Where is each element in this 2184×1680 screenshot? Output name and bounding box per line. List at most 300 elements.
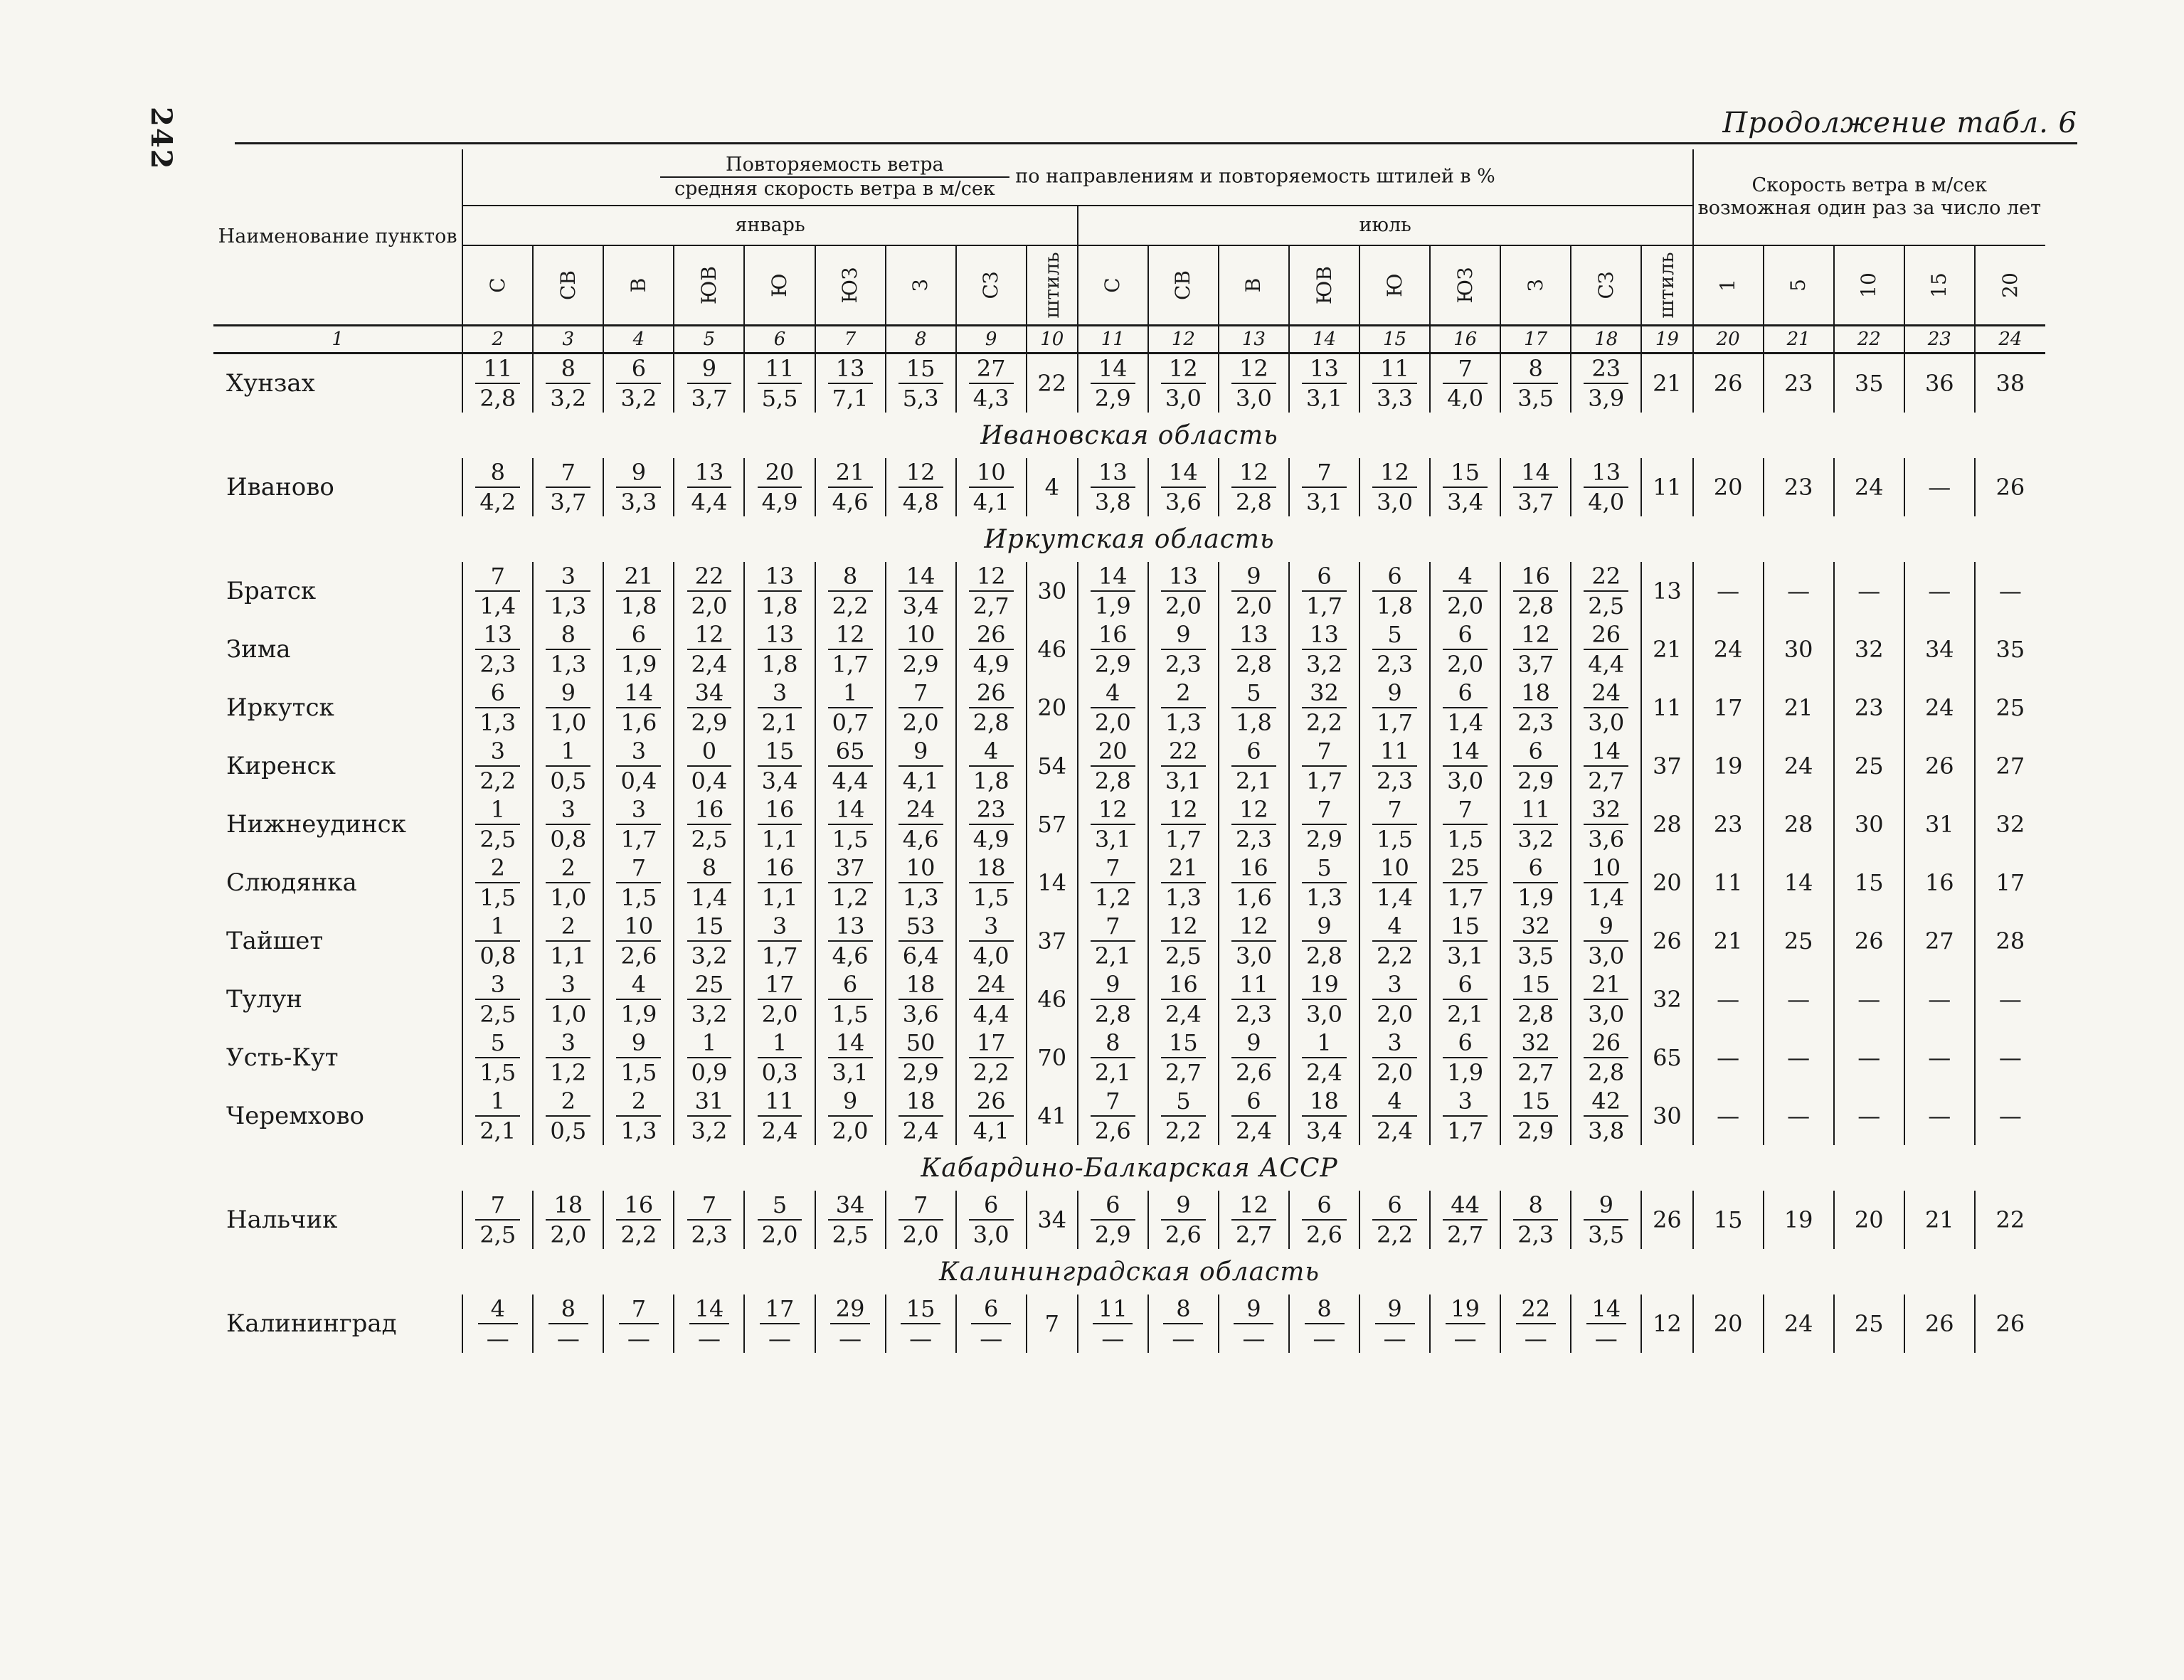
speed-value: 1,2: [1094, 884, 1131, 911]
speed-value: 4,9: [761, 489, 798, 516]
speed-value: —: [1101, 1325, 1125, 1352]
speed-value: 0,7: [832, 709, 869, 736]
freq-speed-fraction: [1372, 620, 1417, 679]
frequency-value: 6: [971, 1294, 1011, 1324]
freq-cell-jul: [1359, 562, 1430, 620]
frequency-value: 8: [548, 1294, 588, 1324]
header-direction-jan-5: [815, 245, 886, 326]
speed-value: 2,5: [1165, 942, 1202, 969]
speed-value: 2,5: [479, 1221, 516, 1248]
freq-cell-jul: [1359, 854, 1430, 912]
speed-value: 1,9: [620, 1001, 657, 1028]
freq-cell-jan: [674, 679, 744, 737]
speed-value: 1,7: [1447, 1117, 1484, 1144]
speed-value: 2,0: [1447, 592, 1484, 620]
freq-cell-jul: [1430, 679, 1500, 737]
frequency-value: 21: [1584, 970, 1628, 1000]
freq-cell-jan: [603, 562, 674, 620]
frequency-value: 4: [1372, 1087, 1417, 1117]
header-col-number: 22: [1834, 326, 1904, 353]
freq-speed-fraction: [828, 854, 873, 912]
speed-value: 1,8: [972, 767, 1009, 794]
freq-speed-fraction: [1161, 795, 1206, 854]
header-col-number: 4: [603, 326, 674, 353]
freq-speed-fraction: [1513, 1028, 1558, 1087]
speed-value: 5,3: [902, 385, 939, 412]
calm-jul: 11: [1641, 679, 1692, 737]
freq-cell-jul: [1359, 1191, 1430, 1249]
freq-speed-fraction: [475, 620, 520, 679]
freq-cell-jul: [1148, 970, 1219, 1028]
frequency-value: 8: [546, 620, 590, 650]
freq-speed-fraction: [1231, 458, 1276, 516]
speed-years-value: 26: [1834, 912, 1904, 970]
freq-speed-fraction: [687, 458, 732, 516]
freq-speed-fraction: [898, 1191, 943, 1249]
region-title: Ивановская область: [980, 420, 1278, 450]
speed-value: 2,9: [1306, 826, 1342, 853]
frequency-value: 2: [546, 854, 590, 883]
frequency-value: 9: [1234, 1294, 1273, 1324]
freq-speed-fraction: [1231, 970, 1276, 1028]
freq-cell-jul: [1571, 970, 1641, 1028]
freq-speed-fraction: [969, 458, 1014, 516]
freq-cell-jan: [815, 912, 886, 970]
calm-jan: 54: [1027, 737, 1078, 795]
freq-cell-jan: [674, 620, 744, 679]
speed-years-value: 32: [1975, 795, 2045, 854]
speed-value: 3,5: [1517, 385, 1554, 412]
frequency-value: 4: [616, 970, 661, 1000]
freq-cell-jul: [1078, 353, 1148, 413]
speed-value: 1,9: [1447, 1059, 1484, 1086]
header-col-number: 5: [674, 326, 744, 353]
frequency-value: 7: [1443, 795, 1488, 825]
frequency-value: 25: [1443, 854, 1488, 883]
speed-value: 3,6: [902, 1001, 939, 1028]
speed-value: 2,3: [1377, 651, 1413, 678]
header-july: июль: [1078, 206, 1693, 245]
freq-cell-jul: [1219, 912, 1289, 970]
speed-value: —: [1453, 1325, 1477, 1352]
speed-value: 2,5: [1588, 592, 1625, 620]
speed-value: —: [556, 1325, 580, 1352]
header-direction-label: С: [485, 277, 509, 293]
header-direction-jul-6: [1500, 245, 1571, 326]
header-freq-denominator: средняя скорость ветра в м/сек: [674, 178, 995, 200]
frequency-value: 12: [687, 620, 732, 650]
freq-cell-jul: [1571, 679, 1641, 737]
freq-speed-fraction: [1091, 562, 1135, 620]
speed-value: 1,8: [761, 651, 798, 678]
freq-cell-jan: [744, 1028, 815, 1087]
freq-cell-jan: [886, 1028, 956, 1087]
frequency-value: 13: [1161, 562, 1206, 592]
freq-speed-fraction: [1513, 458, 1558, 516]
freq-speed-fraction: [1302, 1087, 1347, 1145]
freq-speed-fraction: [898, 679, 943, 737]
speed-value: 4,9: [972, 651, 1009, 678]
speed-value: 2,6: [1306, 1221, 1342, 1248]
table-row: [213, 854, 2045, 912]
frequency-value: 14: [1091, 562, 1135, 592]
header-direction-label: З: [908, 279, 933, 292]
frequency-value: 14: [898, 562, 943, 592]
freq-cell-jul: [1359, 912, 1430, 970]
freq-cell-jul: [1289, 458, 1359, 516]
speed-value: 3,0: [1447, 767, 1484, 794]
freq-cell-jan: [674, 970, 744, 1028]
freq-cell-jul: [1500, 620, 1571, 679]
freq-cell-jan: [603, 458, 674, 516]
frequency-value: 15: [1513, 1087, 1558, 1117]
freq-speed-fraction: [616, 354, 661, 413]
freq-speed-fraction: [898, 854, 943, 912]
freq-cell-jul: [1359, 1294, 1430, 1353]
speed-years-value: 28: [1764, 795, 1834, 854]
frequency-value: 11: [1372, 737, 1417, 767]
freq-speed-fraction: [475, 970, 520, 1028]
freq-speed-fraction: [1305, 1294, 1345, 1353]
frequency-value: 13: [475, 620, 520, 650]
speed-years-value: —: [1975, 970, 2045, 1028]
speed-years-value: —: [1764, 1087, 1834, 1145]
freq-cell-jul: [1571, 795, 1641, 854]
freq-cell-jan: [815, 970, 886, 1028]
freq-cell-jan: [886, 854, 956, 912]
speed-value: —: [1242, 1325, 1266, 1352]
frequency-value: 1: [1302, 1028, 1347, 1058]
speed-value: —: [909, 1325, 933, 1352]
freq-speed-fraction: [478, 1294, 518, 1353]
freq-cell-jul: [1571, 1087, 1641, 1145]
calm-jul: 65: [1641, 1028, 1692, 1087]
frequency-value: 3: [546, 562, 590, 592]
freq-cell-jul: [1500, 737, 1571, 795]
frequency-value: 34: [687, 679, 732, 708]
speed-value: 1,5: [1447, 826, 1484, 853]
freq-speed-fraction: [1443, 679, 1488, 737]
frequency-value: 19: [1446, 1294, 1485, 1324]
speed-years-value: 11: [1693, 854, 1764, 912]
freq-speed-fraction: [546, 562, 590, 620]
frequency-value: 6: [1302, 562, 1347, 592]
speed-value: 1,3: [479, 709, 516, 736]
speed-years-value: 19: [1764, 1191, 1834, 1249]
frequency-value: 0: [687, 737, 732, 767]
freq-cell-jan: [462, 353, 533, 413]
speed-value: 2,9: [1517, 1117, 1554, 1144]
freq-speed-fraction: [1161, 354, 1206, 413]
freq-cell-jan: [744, 620, 815, 679]
header-directions-row: [213, 245, 2045, 326]
freq-cell-jan: [603, 1294, 674, 1353]
freq-speed-fraction: [546, 458, 590, 516]
table-row: [213, 562, 2045, 620]
freq-speed-fraction: [1446, 1294, 1485, 1353]
freq-cell-jan: [886, 1191, 956, 1249]
frequency-value: 15: [1161, 1028, 1206, 1058]
freq-speed-fraction: [1302, 354, 1347, 413]
freq-speed-fraction: [758, 912, 802, 970]
frequency-value: 9: [1231, 562, 1276, 592]
header-col-number: 11: [1078, 326, 1148, 353]
speed-value: 2,0: [1235, 592, 1272, 620]
freq-speed-fraction: [1302, 854, 1347, 912]
freq-cell-jan: [886, 1294, 956, 1353]
freq-cell-jan: [744, 912, 815, 970]
calm-jan: 30: [1027, 562, 1078, 620]
calm-jul: 26: [1641, 912, 1692, 970]
header-col-number: 18: [1571, 326, 1641, 353]
speed-years-value: —: [1904, 1087, 1975, 1145]
freq-cell-jan: [886, 912, 956, 970]
freq-cell-jan: [744, 679, 815, 737]
speed-years-value: 24: [1764, 737, 1834, 795]
speed-value: 0,8: [550, 826, 587, 853]
header-direction-label: ЮВ: [1312, 266, 1336, 304]
calm-jul: 13: [1641, 562, 1692, 620]
freq-cell-jul: [1219, 1087, 1289, 1145]
freq-cell-jan: [744, 854, 815, 912]
calm-jul: 30: [1641, 1087, 1692, 1145]
freq-speed-fraction: [616, 458, 661, 516]
freq-cell-jul: [1148, 1028, 1219, 1087]
speed-value: 2,0: [761, 1221, 798, 1248]
speed-value: 2,7: [1165, 1059, 1202, 1086]
frequency-value: 1: [758, 1028, 802, 1058]
freq-cell-jul: [1219, 1294, 1289, 1353]
speed-value: 2,6: [1094, 1117, 1131, 1144]
header-direction-jul-0: [1078, 245, 1148, 326]
frequency-value: 6: [616, 354, 661, 384]
frequency-value: 6: [1443, 1028, 1488, 1058]
frequency-value: 12: [969, 562, 1014, 592]
frequency-value: 6: [969, 1191, 1014, 1221]
speed-value: 3,8: [1094, 489, 1131, 516]
speed-value: 3,6: [1588, 826, 1625, 853]
freq-cell-jan: [462, 1191, 533, 1249]
freq-speed-fraction: [616, 737, 661, 795]
speed-value: 4,0: [1447, 385, 1484, 412]
freq-cell-jan: [462, 562, 533, 620]
freq-speed-fraction: [1161, 912, 1206, 970]
freq-speed-fraction: [828, 1087, 873, 1145]
frequency-value: 7: [1091, 912, 1135, 942]
speed-value: 3,4: [1447, 489, 1484, 516]
frequency-value: 15: [901, 1294, 940, 1324]
freq-speed-fraction: [1513, 737, 1558, 795]
freq-cell-jul: [1430, 1028, 1500, 1087]
frequency-value: 15: [758, 737, 802, 767]
speed-value: 3,0: [972, 1221, 1009, 1248]
speed-years-value: 22: [1975, 1191, 2045, 1249]
freq-speed-fraction: [1231, 620, 1276, 679]
freq-speed-fraction: [475, 1191, 520, 1249]
region-row: [213, 516, 2045, 562]
speed-value: 3,2: [691, 1117, 728, 1144]
frequency-value: 9: [546, 679, 590, 708]
speed-value: 3,1: [1306, 385, 1342, 412]
freq-speed-fraction: [898, 912, 943, 970]
header-years-label: 10: [1857, 272, 1881, 298]
speed-value: 2,3: [1517, 1221, 1554, 1248]
freq-speed-fraction: [1091, 620, 1135, 679]
freq-cell-jul: [1289, 1294, 1359, 1353]
frequency-value: 6: [1372, 1191, 1417, 1221]
freq-speed-fraction: [1584, 679, 1628, 737]
frequency-value: 14: [1513, 458, 1558, 488]
freq-cell-jul: [1078, 1028, 1148, 1087]
header-col-number: 8: [886, 326, 956, 353]
calm-jan: 70: [1027, 1028, 1078, 1087]
freq-speed-fraction: [1443, 854, 1488, 912]
freq-cell-jul: [1289, 562, 1359, 620]
speed-value: 2,2: [1377, 1221, 1413, 1248]
speed-years-value: 16: [1904, 854, 1975, 912]
speed-value: 5,5: [761, 385, 798, 412]
speed-years-value: 26: [1693, 353, 1764, 413]
freq-speed-fraction: [1231, 737, 1276, 795]
header-direction-jul-3: [1289, 245, 1359, 326]
freq-speed-fraction: [546, 1028, 590, 1087]
speed-years-value: —: [1834, 970, 1904, 1028]
speed-value: 2,0: [902, 709, 939, 736]
freq-cell-jul: [1289, 1028, 1359, 1087]
speed-value: 4,9: [972, 826, 1009, 853]
freq-speed-fraction: [828, 795, 873, 854]
header-col-number: 7: [815, 326, 886, 353]
freq-cell-jan: [815, 1294, 886, 1353]
freq-speed-fraction: [898, 1028, 943, 1087]
table-row: [213, 458, 2045, 516]
speed-value: 2,1: [761, 709, 798, 736]
freq-speed-fraction: [758, 737, 802, 795]
page-number: 242: [144, 107, 178, 171]
speed-value: 2,7: [972, 592, 1009, 620]
freq-speed-fraction: [1584, 1191, 1628, 1249]
freq-speed-fraction: [1372, 737, 1417, 795]
freq-speed-fraction: [830, 1294, 870, 1353]
header-years-label: 20: [1998, 272, 2022, 298]
speed-value: 1,3: [550, 651, 587, 678]
speed-value: 3,1: [832, 1059, 869, 1086]
freq-cell-jul: [1148, 854, 1219, 912]
speed-value: 2,0: [902, 1221, 939, 1248]
freq-speed-fraction: [475, 1087, 520, 1145]
speed-value: 2,1: [479, 1117, 516, 1144]
header-direction-jul-2: [1219, 245, 1289, 326]
frequency-value: 16: [1231, 854, 1276, 883]
freq-speed-fraction: [969, 562, 1014, 620]
speed-years-value: 23: [1693, 795, 1764, 854]
speed-value: 2,9: [1094, 1221, 1131, 1248]
speed-value: 2,2: [832, 592, 869, 620]
freq-cell-jan: [603, 679, 674, 737]
freq-cell-jul: [1078, 562, 1148, 620]
freq-cell-jan: [744, 458, 815, 516]
frequency-value: 12: [1161, 912, 1206, 942]
frequency-value: 13: [1302, 620, 1347, 650]
speed-years-value: —: [1693, 562, 1764, 620]
speed-value: 2,7: [1517, 1059, 1554, 1086]
freq-speed-fraction: [1091, 970, 1135, 1028]
freq-cell-jul: [1078, 970, 1148, 1028]
frequency-value: 6: [1231, 737, 1276, 767]
freq-cell-jan: [603, 353, 674, 413]
speed-value: 2,4: [761, 1117, 798, 1144]
speed-value: 3,1: [1306, 489, 1342, 516]
frequency-value: 7: [898, 679, 943, 708]
speed-years-value: 32: [1834, 620, 1904, 679]
speed-value: 4,6: [832, 489, 869, 516]
frequency-value: 3: [475, 970, 520, 1000]
freq-speed-fraction: [758, 458, 802, 516]
frequency-value: 26: [969, 620, 1014, 650]
header-direction-jan-3: [674, 245, 744, 326]
speed-years-value: 30: [1834, 795, 1904, 854]
speed-value: 2,8: [1094, 1001, 1131, 1028]
freq-cell-jan: [603, 737, 674, 795]
speed-value: 7,1: [832, 385, 869, 412]
header-col-number: 23: [1904, 326, 1975, 353]
freq-speed-fraction: [616, 679, 661, 737]
speed-value: —: [627, 1325, 650, 1352]
frequency-value: 16: [758, 854, 802, 883]
freq-cell-jan: [533, 562, 603, 620]
speed-value: —: [486, 1325, 509, 1352]
speed-value: 2,9: [691, 709, 728, 736]
speed-years-value: 27: [1904, 912, 1975, 970]
frequency-value: 17: [969, 1028, 1014, 1058]
speed-value: 2,1: [1094, 1059, 1131, 1086]
frequency-value: 7: [898, 1191, 943, 1221]
speed-value: 1,0: [550, 709, 587, 736]
speed-years-value: 31: [1904, 795, 1975, 854]
freq-cell-jan: [533, 970, 603, 1028]
frequency-value: 5: [1231, 679, 1276, 708]
speed-value: 2,0: [1377, 1001, 1413, 1028]
freq-speed-fraction: [1302, 912, 1347, 970]
freq-cell-jan: [462, 737, 533, 795]
header-direction-label: СЗ: [979, 271, 1003, 299]
frequency-value: 8: [1305, 1294, 1345, 1324]
freq-cell-jul: [1148, 620, 1219, 679]
frequency-value: 16: [758, 795, 802, 825]
freq-speed-fraction: [828, 912, 873, 970]
speed-years-value: 26: [1904, 737, 1975, 795]
freq-speed-fraction: [758, 562, 802, 620]
speed-value: 3,7: [1517, 489, 1554, 516]
speed-value: 4,8: [902, 489, 939, 516]
freq-cell-jan: [674, 1294, 744, 1353]
frequency-value: 2: [546, 912, 590, 942]
freq-cell-jul: [1078, 1087, 1148, 1145]
frequency-value: 65: [828, 737, 873, 767]
frequency-value: 11: [1231, 970, 1276, 1000]
frequency-value: 12: [828, 620, 873, 650]
freq-speed-fraction: [1234, 1294, 1273, 1353]
frequency-value: 4: [1091, 679, 1135, 708]
region-title: Кабардино-Балкарская АССР: [921, 1153, 1338, 1183]
freq-speed-fraction: [898, 562, 943, 620]
freq-cell-jan: [462, 458, 533, 516]
freq-cell-jul: [1148, 1191, 1219, 1249]
freq-cell-jul: [1359, 1087, 1430, 1145]
frequency-value: 3: [758, 679, 802, 708]
speed-value: 1,9: [1094, 592, 1131, 620]
frequency-value: 22: [1516, 1294, 1556, 1324]
